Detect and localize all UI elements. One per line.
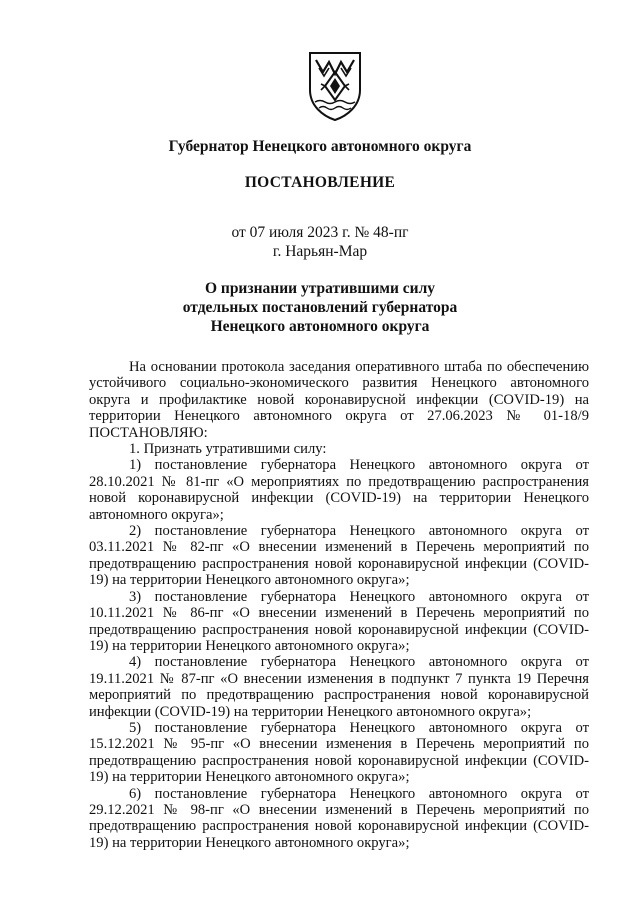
list-item: 2) постановление губернатора Ненецкого автономного округа от 03.11.2021 № 82-пг «О внесении изменений в Перечень мероприятий по предотвращению распространения новой коронавирусной инфекции (COVID-19) на территории Ненецкого автономного округа»; — [89, 523, 589, 589]
date-and-number: от 07 июля 2023 г. № 48-пг — [231, 224, 409, 241]
clause-1: 1. Признать утратившими силу: — [129, 441, 327, 458]
document-body — [89, 359, 589, 851]
list-item: 6) постановление губернатора Ненецкого автономного округа от 29.12.2021 № 98-пг «О внесении изменений в Перечень мероприятий по предотвращению распространения новой коронавирусной инфекции (COVID-19) на территории Ненецкого автономного округа»; — [89, 785, 589, 851]
list-item: 3) постановление губернатора Ненецкого автономного округа от 10.11.2021 № 86-пг «О внесении изменений в Перечень мероприятий по предотвращению распространения новой коронавирусной инфекции (COVID-19) на территории Ненецкого автономного округа»; — [89, 588, 589, 654]
city: г. Нарьян-Мар — [272, 243, 368, 260]
title-line: отдельных постановлений губернатора — [182, 299, 458, 316]
list-item: 5) постановление губернатора Ненецкого автономного округа от 15.12.2021 № 95-пг «О внесении изменения в Перечень мероприятий по предотвращению распространения новой коронавирусной инфекции (COVID-19) на территории Ненецкого автономного округа»; — [89, 719, 589, 786]
authority-name: Губернатор Ненецкого автономного округа — [168, 138, 472, 155]
list-item: 1) постановление губернатора Ненецкого автономного округа от 28.10.2021 № 81-пг «О мероприятиях по предотвращению распространения новой коронавирусной инфекции (COVID-19) на территории Ненецкого автономного округа»; — [89, 457, 589, 523]
title-line: О признании утратившими силу — [204, 280, 436, 297]
date-block — [0, 223, 640, 261]
document-title — [0, 279, 640, 336]
preamble: На основании протокола заседания оперативного штаба по обеспечению устойчивого социально-экономического развития Ненецкого автономного округа и профилактике новой коронавирусной инфекции (COVID-19) на территории Ненецкого автономного округа от 27.06.2023 № 01-18/9 ПОСТАНОВЛЯЮ: — [89, 359, 589, 441]
list-item: 4) постановление губернатора Ненецкого автономного округа от 19.11.2021 № 87-пг «О внесении изменения в подпункт 7 пункта 19 Перечня мероприятий по предотвращению распространения новой коронавирусной инфекции (COVID-19) на территории Ненецкого автономного округа»; — [89, 654, 589, 720]
title-line: Ненецкого автономного округа — [210, 318, 430, 335]
coat-of-arms-icon — [307, 50, 363, 122]
document-type: ПОСТАНОВЛЕНИЕ — [244, 174, 396, 191]
